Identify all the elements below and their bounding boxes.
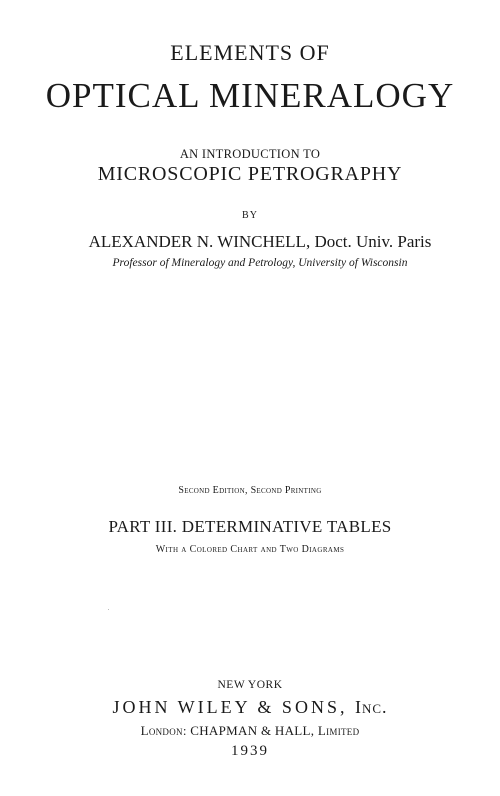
by-label: BY <box>242 210 258 221</box>
subtitle-main: MICROSCOPIC PETROGRAPHY <box>97 163 403 185</box>
author-affiliation: Professor of Mineralogy and Petrology, University of Wisconsin <box>112 257 408 269</box>
part-note: With a Colored Chart and Two Diagrams <box>155 544 345 555</box>
publisher-suffix: Inc. <box>354 697 388 717</box>
publisher-main: JOHN WILEY & SONS, <box>112 697 348 717</box>
print-speck <box>108 609 109 610</box>
publisher-name <box>0 697 500 718</box>
subtitle-intro: AN INTRODUCTION TO <box>179 147 321 161</box>
title-line-1: ELEMENTS OF <box>170 40 330 65</box>
publisher-city: NEW YORK <box>217 679 283 691</box>
author-name: ALEXANDER N. WINCHELL, Doct. Univ. Paris <box>88 232 432 251</box>
part-title: PART III. DETERMINATIVE TABLES <box>108 517 392 536</box>
edition-note: Second Edition, Second Printing <box>178 485 322 496</box>
publication-year: 1939 <box>231 743 269 759</box>
london-imprint: London: CHAPMAN & HALL, Limited <box>140 723 360 738</box>
title-line-2: OPTICAL MINERALOGY <box>45 76 455 115</box>
